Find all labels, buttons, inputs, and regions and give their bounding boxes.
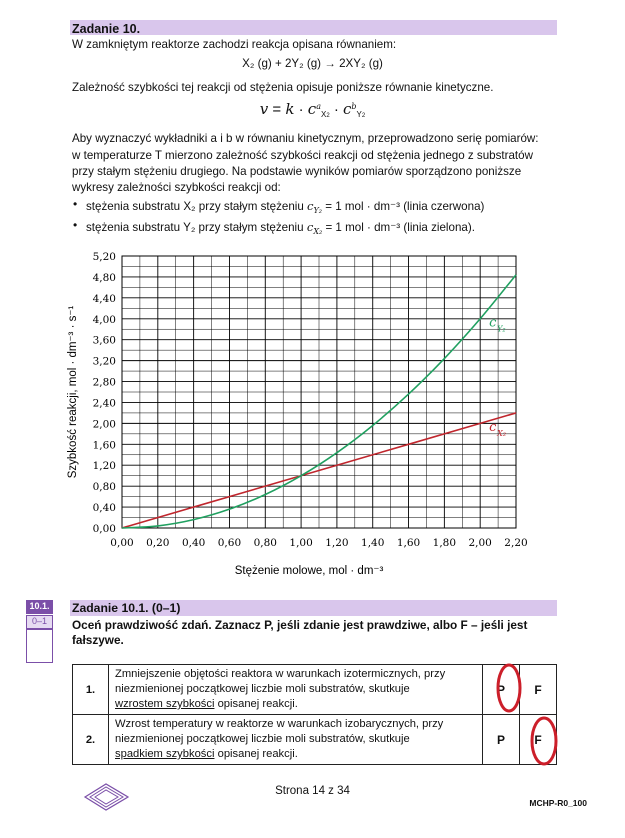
- header-band: [70, 20, 557, 35]
- rate-chart: [0, 240, 625, 585]
- x-tick-label: 1,60: [396, 537, 421, 549]
- y-tick-label: 0,40: [92, 502, 116, 515]
- statement-text: Wzrost temperatury w reaktorze w warunkach izobarycznych, przy niezmienionej początkowej liczbie moli substratów, skutkuje spadkiem szybkości opisanej reakcji.: [109, 715, 483, 765]
- series-label-cX2: c: [489, 420, 497, 436]
- y-tick-label: 4,40: [92, 292, 116, 305]
- x-axis-label: Stężenie molowe, mol · dm⁻³: [234, 565, 384, 577]
- option-f[interactable]: F: [520, 715, 557, 765]
- series-label-cY2-sub: Y₂: [497, 324, 506, 334]
- kinetics-text: Zależność szybkości tej reakcji od stężenia opisuje poniższe równanie kinetyczne.: [72, 81, 494, 94]
- x-tick-label: 1,20: [325, 537, 349, 549]
- row-number: 2.: [73, 715, 109, 765]
- y-tick-label: 4,00: [92, 313, 116, 326]
- y-tick-label: 2,40: [92, 397, 116, 410]
- instruction-line-2: fałszywe.: [72, 633, 124, 647]
- series-label-cX2-sub: X₂: [497, 429, 507, 439]
- score-box: [26, 629, 53, 663]
- reaction-equation: X₂ (g) + 2Y₂ (g) → 2XY₂ (g): [242, 57, 383, 70]
- true-false-table: [72, 664, 557, 765]
- y-tick-label: 5,20: [92, 251, 116, 263]
- description-line-1: Aby wyznaczyć wykładniki a i b w równaniu kinetycznym, przeprowadzono serię pomiarów:: [72, 132, 539, 145]
- y-tick-label: 0,00: [92, 523, 116, 535]
- option-f[interactable]: F: [520, 665, 557, 715]
- y-tick-label: 3,60: [92, 334, 116, 347]
- bullet-dot: •: [73, 218, 78, 232]
- x-tick-label: 1,40: [361, 537, 385, 549]
- y-tick-label: 3,20: [92, 355, 116, 368]
- y-tick-label: 1,20: [92, 460, 116, 473]
- table-row: [73, 665, 557, 715]
- x-tick-label: 1,00: [289, 537, 313, 549]
- task-code: 10.1.: [29, 601, 50, 611]
- bullet-item-1: stężenia substratu X₂ przy stałym stężeniu $c_{Y_2} = 1$ mol · dm⁻³ (linia czerwona): [86, 199, 485, 215]
- answer-mark-f: [532, 718, 556, 764]
- option-p[interactable]: P: [483, 715, 520, 765]
- x-tick-label: 1,80: [432, 537, 457, 549]
- bullet-item-2: stężenia substratu Y₂ przy stałym stężeniu $c_{X_2} = 1$ mol · dm⁻³ (linia zielona).: [86, 220, 475, 236]
- description-line-4: wykresy zależności szybkości reakcji od:: [72, 181, 281, 194]
- description-line-3: przy stałym stężeniu drugiego. Na podstawie wyników pomiarów sporządzono poniższe: [72, 165, 522, 178]
- y-tick-label: 0,80: [92, 481, 116, 494]
- x-tick-label: 0,60: [217, 537, 242, 549]
- answer-marks: [490, 655, 570, 775]
- option-p[interactable]: P: [483, 665, 520, 715]
- task-title: Zadanie 10.: [72, 22, 141, 36]
- series-label-cY2: c: [489, 315, 497, 331]
- intro-text: W zamkniętym reaktorze zachodzi reakcja opisana równaniem:: [72, 38, 397, 51]
- x-tick-label: 0,00: [110, 537, 134, 549]
- x-tick-label: 0,80: [253, 537, 277, 549]
- y-tick-label: 4,80: [92, 271, 116, 284]
- description-line-2: w temperaturze T mierzono zależność szybkości reakcji od stężenia jednego z substratów: [72, 149, 533, 162]
- statement-text: Zmniejszenie objętości reaktora w warunkach izotermicznych, przy niezmienionej początkowej liczbie moli substratów, skutkuje wzrostem szybkości opisanej reakcji.: [109, 665, 483, 715]
- answer-mark-p: [498, 665, 520, 711]
- x-tick-label: 2,20: [504, 537, 528, 549]
- x-tick-label: 0,40: [181, 537, 206, 549]
- x-tick-label: 2,00: [468, 537, 492, 549]
- subtask-title: Zadanie 10.1. (0–1): [72, 601, 181, 615]
- y-axis-label: Szybkość reakcji, mol · dm⁻³ · s⁻¹: [67, 305, 79, 479]
- rate-equation: $v = k \cdot c^a_{X2} \cdot c^b_{Y2}$: [259, 100, 366, 119]
- bullet-dot: •: [73, 197, 78, 211]
- x-tick-label: 0,20: [146, 537, 170, 549]
- page-number: Strona 14 z 34: [275, 785, 350, 797]
- table-row: [73, 715, 557, 765]
- instruction-line-1: Oceń prawdziwość zdań. Zaznacz P, jeśli zdanie jest prawdziwe, albo F – jeśli jest: [72, 618, 528, 632]
- row-number: 1.: [73, 665, 109, 715]
- y-tick-label: 1,60: [92, 439, 116, 452]
- document-code: MCHP-R0_100: [529, 798, 587, 808]
- y-tick-label: 2,80: [92, 376, 116, 389]
- y-tick-label: 2,00: [92, 418, 116, 431]
- task-points: 0–1: [31, 616, 48, 626]
